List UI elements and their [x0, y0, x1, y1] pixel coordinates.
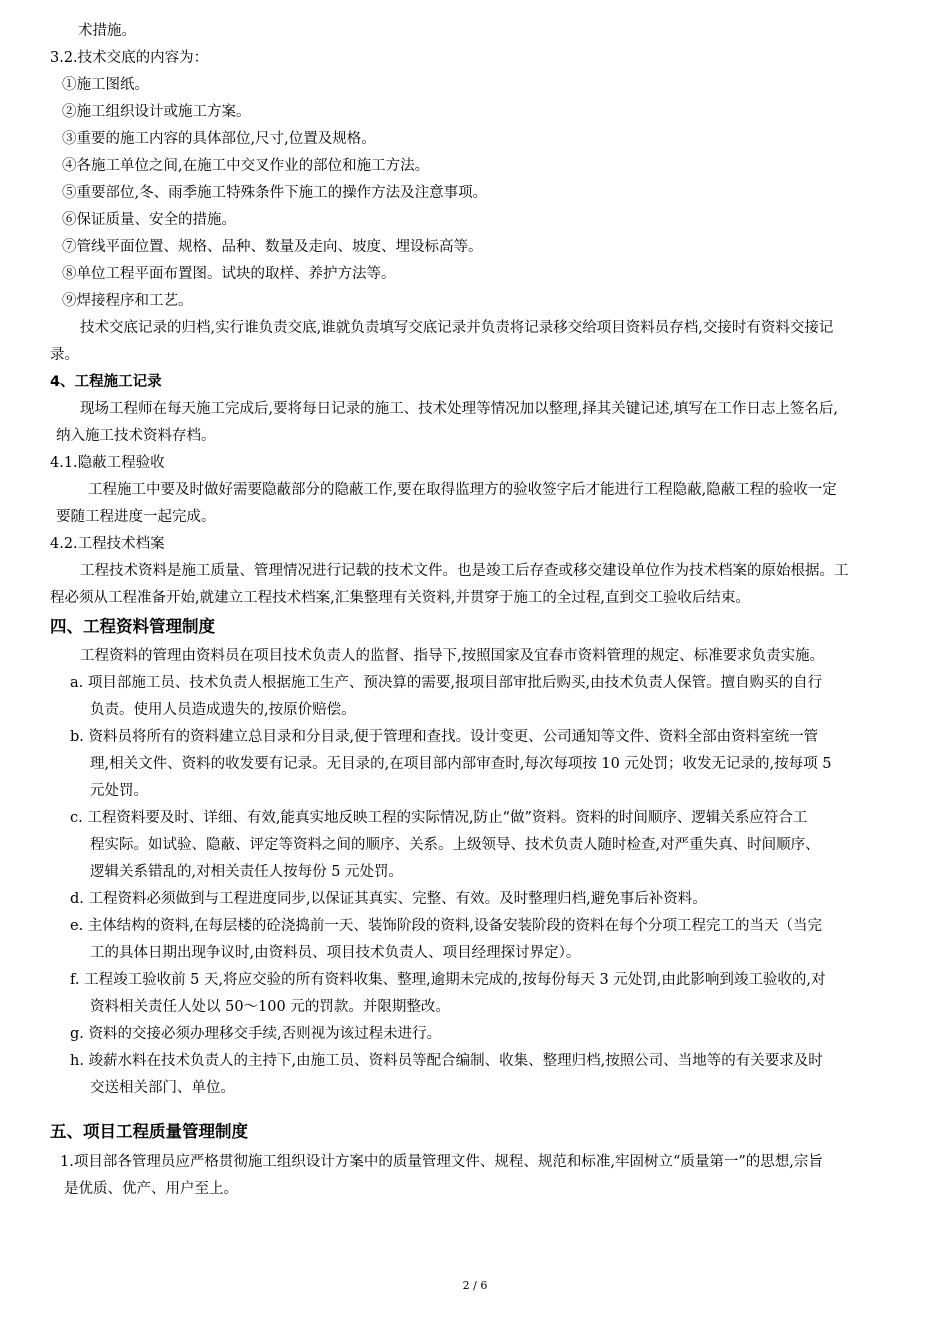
paragraph-line: 纳入施工技术资料存档。	[56, 428, 216, 444]
list-item-continuation: 负责。使用人员造成遗失的,按原价赔偿。	[90, 702, 356, 718]
list-item-continuation: 程实际。如试验、隐蔽、评定等资料之间的顺序、关系。上级领导、技术负责人随时检查,对严重失真、时间顺序、	[90, 837, 820, 853]
list-item-continuation: 理,相关文件、资料的收发要有记录。无目录的,在项目部内部审查时,每次每项按 10 元处罚；收发无记录的,按每项 5	[90, 756, 832, 772]
list-item: a. 项目部施工员、技术负责人根据施工生产、预决算的需要,报项目部审批后购买,由技术负责人保管。擅自购买的自行	[70, 675, 823, 691]
list-item-continuation: 资料相关责任人处以 50～100 元的罚款。并限期整改。	[90, 999, 450, 1015]
list-item: g. 资料的交接必须办理移交手续,否则视为该过程未进行。	[70, 1026, 442, 1042]
list-item: b. 资料员将所有的资料建立总目录和分目录,便于管理和查找。设计变更、公司通知等文件、资料全部由资料室统一管	[70, 729, 819, 745]
paragraph-line: 工程技术资料是施工质量、管理情况进行记载的技术文件。也是竣工后存查或移交建设单位作为技术档案的原始根据。工	[80, 563, 849, 579]
list-item: ⑤重要部位,冬、雨季施工特殊条件下施工的操作方法及注意事项。	[62, 185, 488, 201]
list-item: d. 工程资料必须做到与工程进度同步,以保证其真实、完整、有效。及时整理归档,避免事后补资料。	[70, 891, 707, 907]
paragraph-line: 录。	[50, 347, 79, 363]
subsection-heading: 4.1.隐蔽工程验收	[50, 455, 165, 471]
subsection-heading: 3.2.技术交底的内容为：	[50, 50, 209, 66]
list-item: ③重要的施工内容的具体部位,尺寸,位置及规格。	[62, 131, 376, 147]
list-item-continuation: 交送相关部门、单位。	[90, 1080, 235, 1096]
subsection-heading: 4.2.工程技术档案	[50, 536, 165, 552]
chapter-heading: 五、项目工程质量管理制度	[50, 1122, 248, 1141]
list-item: ⑧单位工程平面布置图。试块的取样、养护方法等。	[62, 266, 396, 282]
list-item: h. 竣薪水料在技术负责人的主持下,由施工员、资料员等配合编制、收集、整理归档,按照公司、当地等的有关要求及时	[70, 1053, 823, 1069]
list-item: e. 主体结构的资料,在每层楼的砼浇捣前一天、装饰阶段的资料,设备安装阶段的资料在每个分项工程完工的当天（当完	[70, 918, 823, 934]
chapter-heading: 四、工程资料管理制度	[50, 617, 215, 636]
paragraph-line: 是优质、优产、用户至上。	[64, 1181, 238, 1197]
paragraph-line: 技术交底记录的归档,实行谁负责交底,谁就负责填写交底记录并负责将记录移交给项目资料员存档,交接时有资料交接记	[80, 320, 834, 336]
section-heading: 4、工程施工记录	[50, 374, 162, 390]
list-item: ⑨焊接程序和工艺。	[62, 293, 193, 309]
list-item: ⑦管线平面位置、规格、品种、数量及走向、坡度、埋设标高等。	[62, 239, 483, 255]
text-line: 术措施。	[78, 23, 136, 39]
paragraph-line: 工程资料的管理由资料员在项目技术负责人的监督、指导下,按照国家及宜春市资料管理的规定、标准要求负责实施。	[80, 648, 825, 664]
paragraph-line: 工程施工中要及时做好需要隐蔽部分的隐蔽工作,要在取得监理方的验收签字后才能进行工程隐蔽,隐蔽工程的验收一定	[88, 482, 837, 498]
paragraph-line: 程必须从工程准备开始,就建立工程技术档案,汇集整理有关资料,并贯穿于施工的全过程,直到交工验收后结束。	[50, 590, 750, 606]
paragraph-line: 1.项目部各管理员应严格贯彻施工组织设计方案中的质量管理文件、规程、规范和标准,牢固树立“质量第一”的思想,宗旨	[60, 1154, 823, 1170]
paragraph-line: 要随工程进度一起完成。	[56, 509, 216, 525]
list-item-continuation: 逻辑关系错乱的,对相关责任人按每份 5 元处罚。	[90, 864, 404, 880]
paragraph-line: 现场工程师在每天施工完成后,要将每日记录的施工、技术处理等情况加以整理,择其关键记述,填写在工作日志上签名后,	[80, 401, 838, 417]
list-item: f. 工程竣工验收前 5 天,将应交验的所有资料收集、整理,逾期未完成的,按每份每天 3 元处罚,由此影响到竣工验收的,对	[70, 972, 826, 988]
list-item-continuation: 工的具体日期出现争议时,由资料员、项目技术负责人、项目经理探讨界定）。	[90, 945, 581, 961]
list-item: c. 工程资料要及时、详细、有效,能真实地反映工程的实际情况,防止“做”资料。资料的时间顺序、逻辑关系应符合工	[70, 810, 808, 826]
list-item: ④各施工单位之间,在施工中交叉作业的部位和施工方法。	[62, 158, 430, 174]
list-item: ②施工组织设计或施工方案。	[62, 104, 251, 120]
list-item: ①施工图纸。	[62, 77, 149, 93]
list-item: ⑥保证质量、安全的措施。	[62, 212, 236, 228]
page-number: 2 / 6	[462, 1279, 488, 1292]
list-item-continuation: 元处罚。	[90, 783, 148, 799]
